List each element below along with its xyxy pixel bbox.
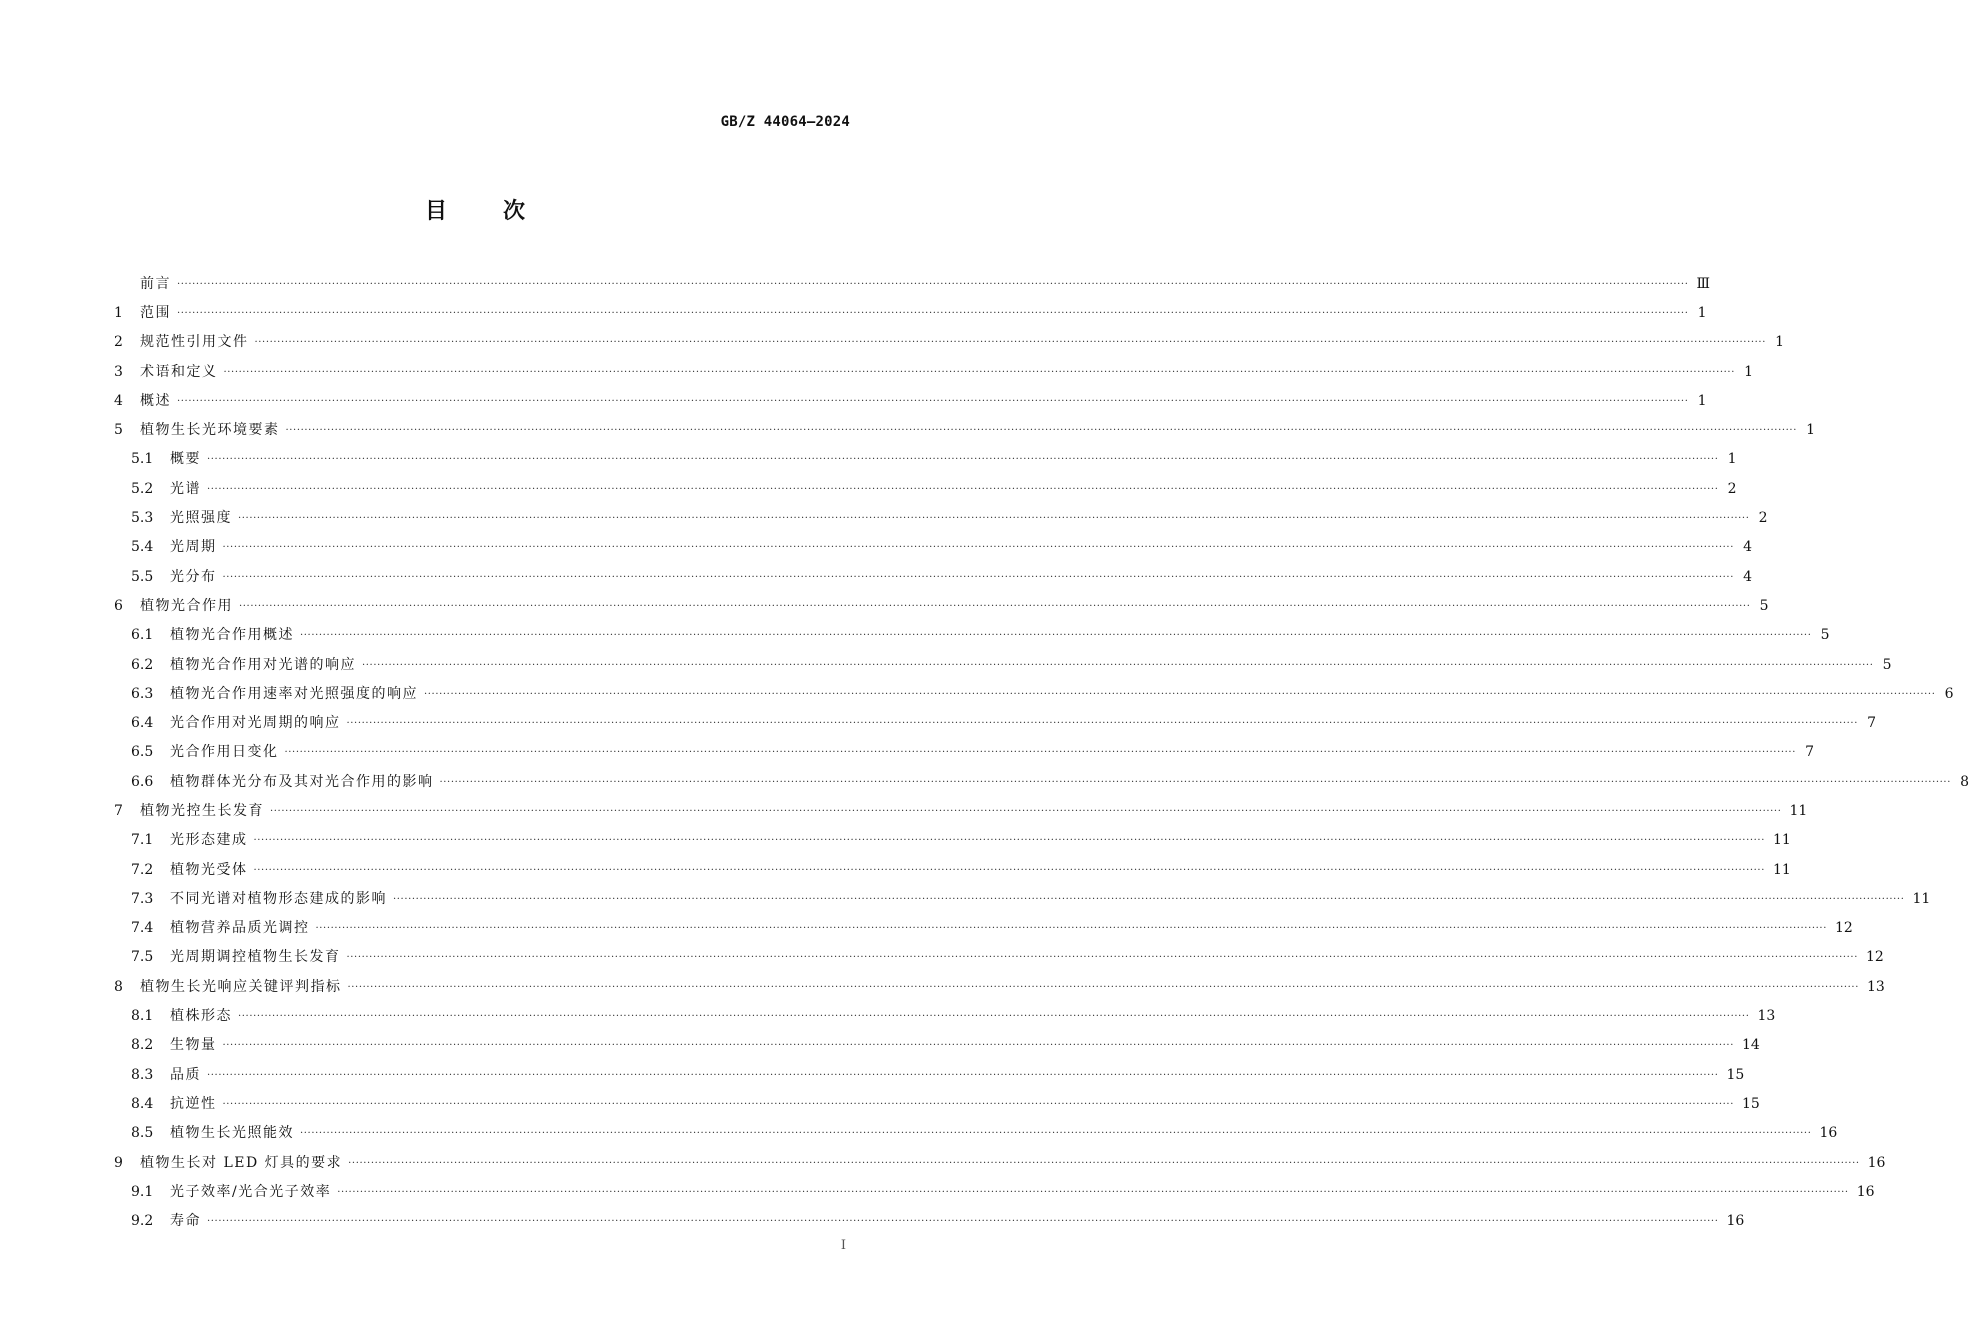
toc-entry-number: 5.3 — [131, 510, 154, 527]
toc-entry[interactable] — [114, 1060, 1745, 1089]
title-char-1: 目 — [424, 199, 447, 224]
toc-dot-leader: ················································································································································································································································································································································································································ — [346, 952, 1858, 964]
toc-dot-leader: ················································································································································································································································································································································································································ — [300, 1128, 1812, 1140]
toc-entry-page: 1 — [1806, 422, 1815, 439]
toc-entry[interactable] — [114, 328, 1784, 357]
toc-entry-page: 5 — [1759, 597, 1769, 614]
toc-entry-number: 8.4 — [131, 1095, 154, 1112]
toc-entry-page: 13 — [1757, 1008, 1776, 1025]
toc-entry-page: 15 — [1726, 1066, 1745, 1083]
toc-entry-page: 4 — [1743, 568, 1752, 585]
toc-entry-number: 4 — [114, 392, 123, 409]
title-char-2: 次 — [503, 199, 526, 224]
toc-entry-label: 抗逆性 — [170, 1095, 217, 1112]
toc-entry-number: 8 — [114, 978, 123, 995]
toc-entry-number: 6.1 — [131, 627, 154, 644]
toc-entry-page: 14 — [1741, 1037, 1760, 1054]
toc-entry-label: 植物生长光环境要素 — [140, 422, 280, 439]
toc-entry-number: 6.6 — [131, 773, 154, 790]
toc-entry[interactable] — [114, 415, 1815, 444]
toc-entry[interactable] — [114, 1177, 1875, 1206]
toc-entry-label: 光周期调控植物生长发育 — [170, 949, 341, 966]
toc-dot-leader: ················································································································································································································································································································································································································ — [238, 1011, 1750, 1023]
toc-dot-leader: ················································································································································································································································································································································································································ — [207, 454, 1719, 466]
toc-entry-number: 8.2 — [131, 1037, 154, 1054]
toc-entry-label: 植物光合作用 — [140, 597, 233, 614]
toc-entry[interactable] — [114, 884, 1931, 913]
toc-entry[interactable] — [114, 298, 1707, 327]
toc-dot-leader: ················································································································································································································································································································································································································ — [253, 864, 1765, 876]
toc-entry[interactable] — [114, 474, 1737, 503]
toc-entry-page: 7 — [1867, 715, 1876, 732]
toc-dot-leader: ················································································································································································································································································································································································································ — [207, 1069, 1719, 1081]
toc-entry-label: 植物光受体 — [170, 861, 248, 878]
toc-entry[interactable] — [114, 445, 1737, 474]
toc-entry-number: 5.1 — [131, 451, 154, 468]
toc-entry-label: 规范性引用文件 — [140, 334, 249, 351]
toc-entry-label: 前言 — [140, 275, 171, 292]
toc-entry[interactable] — [114, 503, 1768, 532]
toc-entry-label: 光子效率/光合光子效率 — [170, 1183, 332, 1200]
toc-entry-number: 9 — [114, 1154, 123, 1171]
toc-entry-label: 光合作用日变化 — [170, 744, 279, 761]
toc-dot-leader: ················································································································································································································································································································································································································ — [300, 630, 1812, 642]
toc-entry[interactable] — [114, 914, 1853, 943]
toc-entry-page: 2 — [1758, 510, 1768, 527]
toc-dot-leader: ················································································································································································································································································································································································································ — [177, 395, 1689, 407]
toc-entry-label: 植物生长对 LED 灯具的要求 — [140, 1154, 343, 1171]
toc-entry[interactable] — [114, 621, 1830, 650]
toc-entry-label: 植株形态 — [170, 1008, 232, 1025]
toc-dot-leader: ················································································································································································································································································································································································································ — [362, 659, 1874, 671]
toc-dot-leader: ················································································································································································································································································································································································································ — [284, 747, 1796, 759]
toc-entry-page: 5 — [1882, 656, 1892, 673]
toc-dot-leader: ················································································································································································································································································································································································································ — [222, 1098, 1734, 1110]
toc-entry-label: 光合作用对光周期的响应 — [170, 715, 341, 732]
toc-entry[interactable] — [114, 533, 1752, 562]
toc-entry-number: 6.3 — [131, 685, 154, 702]
toc-entry-page: 7 — [1805, 744, 1814, 761]
toc-entry-page: 1 — [1775, 334, 1784, 351]
toc-dot-leader: ················································································································································································································································································································································································································ — [238, 513, 1750, 525]
toc-entry-number: 7.1 — [131, 832, 154, 849]
toc-dot-leader: ················································································································································································································································································································································································································ — [222, 1040, 1734, 1052]
toc-entry-number: 6.5 — [131, 744, 154, 761]
toc-entry-label: 生物量 — [170, 1037, 217, 1054]
toc-entry[interactable] — [114, 591, 1769, 620]
toc-entry-label: 植物群体光分布及其对光合作用的影响 — [170, 773, 434, 790]
toc-entry-page: 15 — [1741, 1095, 1760, 1112]
toc-entry[interactable] — [114, 562, 1752, 591]
toc-entry-number: 3 — [114, 363, 123, 380]
toc-entry-label: 植物光合作用概述 — [170, 627, 294, 644]
toc-entry-number: 7.2 — [131, 861, 154, 878]
toc-entry-page: 8 — [1960, 773, 1969, 790]
toc-entry[interactable] — [114, 386, 1707, 415]
toc-entry-page: 13 — [1866, 978, 1885, 995]
toc-entry[interactable] — [114, 650, 1892, 679]
toc-dot-leader: ················································································································································································································································································································································································································ — [347, 981, 1859, 993]
toc-entry-number: 5.4 — [131, 539, 154, 556]
toc-entry[interactable] — [114, 1001, 1776, 1030]
toc-entry-page: 11 — [1789, 802, 1808, 819]
toc-dot-leader: ················································································································································································································································································································································································································ — [207, 1216, 1719, 1228]
toc-entry-number: 7.4 — [131, 920, 154, 937]
toc-entry-label: 植物生长光响应关键评判指标 — [140, 978, 342, 995]
toc-dot-leader: ················································································································································································································································································································································································································ — [424, 688, 1936, 700]
toc-dot-leader: ················································································································································································································································································································································································································ — [177, 307, 1689, 319]
toc-entry-number: 7.5 — [131, 949, 154, 966]
toc-entry-page: 16 — [1726, 1213, 1745, 1230]
toc-entry-label: 术语和定义 — [140, 363, 218, 380]
toc-entry-page: 1 — [1744, 363, 1753, 380]
toc-entry-page: 5 — [1820, 627, 1830, 644]
toc-entry-number: 8.3 — [131, 1066, 154, 1083]
toc-entry[interactable] — [114, 269, 1710, 298]
toc-entry-label: 光形态建成 — [170, 832, 248, 849]
toc-entry-label: 植物光合作用对光谱的响应 — [170, 656, 356, 673]
toc-entry-number: 7 — [114, 802, 123, 819]
toc-dot-leader: ················································································································································································································································································································································································································ — [285, 425, 1797, 437]
toc-entry[interactable] — [114, 1207, 1745, 1236]
toc-entry-number: 6.2 — [131, 656, 154, 673]
toc-entry[interactable] — [114, 1089, 1760, 1118]
toc-entry-label: 寿命 — [170, 1213, 201, 1230]
toc-dot-leader: ················································································································································································································································································································································································································ — [439, 776, 1951, 788]
toc-entry[interactable] — [114, 738, 1814, 767]
toc-entry[interactable] — [114, 972, 1885, 1001]
toc-entry-label: 概述 — [140, 392, 171, 409]
toc-entry-page: 2 — [1727, 480, 1737, 497]
toc-entry-number: 9.2 — [131, 1213, 154, 1230]
page-title — [0, 194, 950, 225]
toc-entry-page: 11 — [1772, 832, 1791, 849]
toc-entry-number: 8.1 — [131, 1008, 154, 1025]
toc-entry-number: 6.4 — [131, 715, 154, 732]
toc-entry[interactable] — [114, 943, 1884, 972]
toc-entry-label: 范围 — [140, 304, 171, 321]
toc-entry-page: 1 — [1727, 451, 1737, 468]
standard-number: GB/Z 44064—2024 — [720, 114, 850, 130]
toc-entry[interactable] — [114, 679, 1954, 708]
toc-entry-number: 1 — [114, 304, 123, 321]
toc-entry-label: 植物生长光照能效 — [170, 1125, 294, 1142]
toc-entry-number: 5.5 — [131, 568, 154, 585]
table-of-contents — [114, 269, 1969, 1236]
toc-entry[interactable] — [114, 708, 1876, 737]
toc-dot-leader: ················································································································································································································································································································································································································ — [207, 483, 1719, 495]
toc-dot-leader: ················································································································································································································································································································································································································ — [348, 1157, 1860, 1169]
toc-entry-label: 光谱 — [170, 480, 201, 497]
toc-entry-label: 不同光谱对植物形态建成的影响 — [170, 890, 387, 907]
toc-entry-number: 9.1 — [131, 1183, 154, 1200]
toc-entry-page: 11 — [1912, 890, 1931, 907]
toc-entry[interactable] — [114, 767, 1969, 796]
toc-entry-number: 6 — [114, 597, 123, 614]
toc-entry-label: 概要 — [170, 451, 201, 468]
toc-entry[interactable] — [114, 357, 1753, 386]
toc-entry-label: 植物光合作用速率对光照强度的响应 — [170, 685, 418, 702]
toc-entry-number: 2 — [114, 334, 123, 351]
toc-entry-number: 8.5 — [131, 1125, 154, 1142]
toc-dot-leader: ················································································································································································································································································································································································································ — [315, 923, 1827, 935]
toc-dot-leader: ················································································································································································································································································································································································································ — [393, 893, 1905, 905]
toc-dot-leader: ················································································································································································································································································································································································································ — [254, 337, 1766, 349]
page-number: I — [840, 1238, 846, 1253]
toc-entry[interactable] — [114, 1031, 1760, 1060]
toc-entry-page: 12 — [1865, 949, 1884, 966]
toc-entry-label: 光周期 — [170, 539, 217, 556]
toc-entry-label: 品质 — [170, 1066, 201, 1083]
toc-entry-page: 16 — [1819, 1125, 1838, 1142]
toc-entry-page: 6 — [1944, 685, 1954, 702]
toc-entry[interactable] — [114, 796, 1808, 825]
toc-entry[interactable] — [114, 1119, 1838, 1148]
toc-entry[interactable] — [114, 855, 1791, 884]
toc-dot-leader: ················································································································································································································································································································································································································ — [270, 805, 1782, 817]
toc-entry[interactable] — [114, 826, 1791, 855]
toc-entry-page: 1 — [1697, 304, 1707, 321]
toc-dot-leader: ················································································································································································································································································································································································································ — [346, 718, 1858, 730]
toc-dot-leader: ················································································································································································································································································································································································································ — [337, 1186, 1849, 1198]
toc-entry-label: 光分布 — [170, 568, 217, 585]
toc-dot-leader: ················································································································································································································································································································································································································ — [239, 600, 1751, 612]
toc-entry-page: 1 — [1697, 392, 1707, 409]
toc-entry-page: 12 — [1834, 920, 1853, 937]
toc-entry-label: 光照强度 — [170, 510, 232, 527]
toc-entry-page: 11 — [1772, 861, 1791, 878]
toc-entry-number: 7.3 — [131, 890, 154, 907]
toc-entry-label: 植物光控生长发育 — [140, 802, 264, 819]
toc-entry-label: 植物营养品质光调控 — [170, 920, 310, 937]
toc-entry-page: 16 — [1856, 1183, 1875, 1200]
toc-entry-page: 4 — [1743, 539, 1752, 556]
toc-entry[interactable] — [114, 1148, 1886, 1177]
toc-dot-leader: ················································································································································································································································································································································································································ — [222, 542, 1734, 554]
toc-dot-leader: ················································································································································································································································································································································································································ — [222, 571, 1734, 583]
toc-dot-leader: ················································································································································································································································································································································································································ — [223, 366, 1735, 378]
toc-dot-leader: ················································································································································································································································································································································································································ — [253, 835, 1765, 847]
toc-dot-leader: ················································································································································································································································································································································································································ — [177, 278, 1689, 290]
toc-entry-page: Ⅲ — [1696, 275, 1710, 292]
toc-entry-number: 5 — [114, 422, 123, 439]
toc-entry-number: 5.2 — [131, 480, 154, 497]
toc-entry-page: 16 — [1867, 1154, 1886, 1171]
